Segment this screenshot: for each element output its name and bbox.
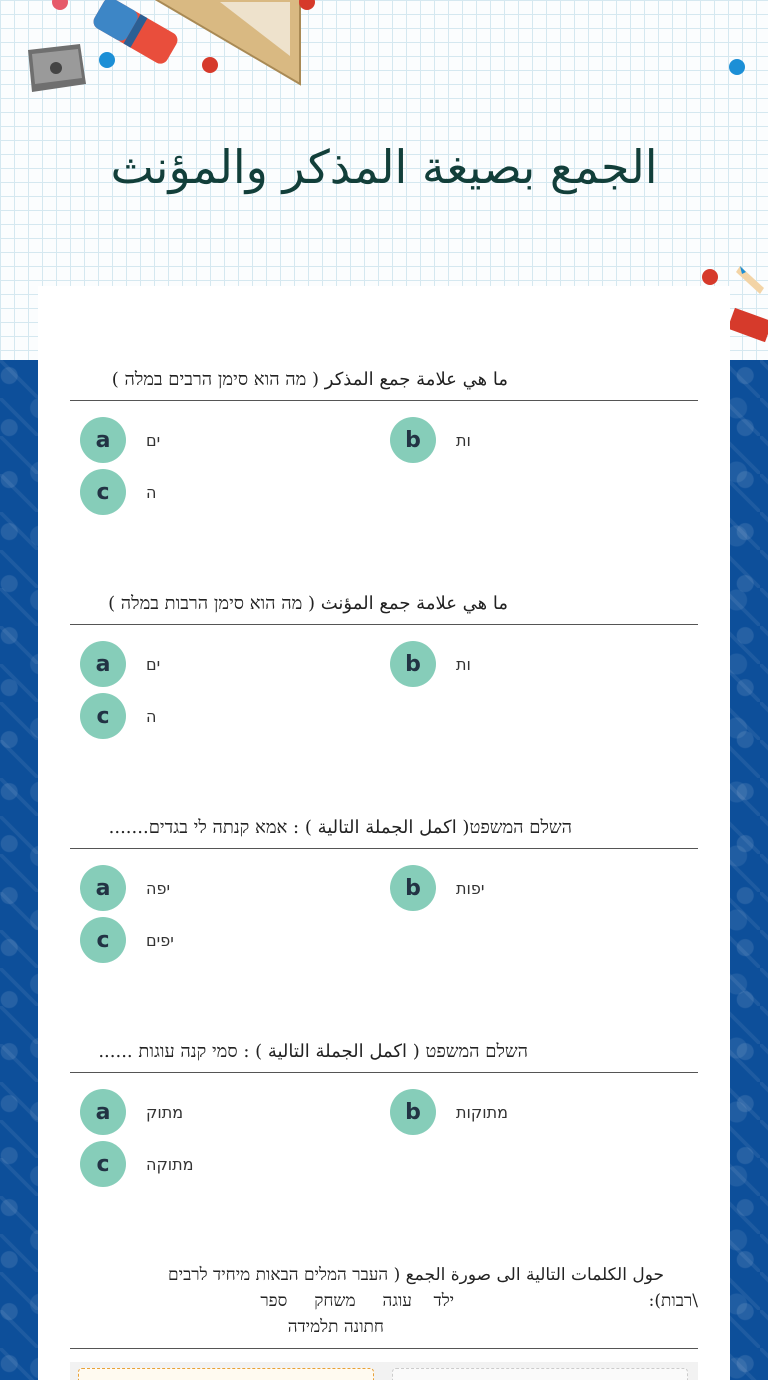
option-label: ה xyxy=(146,482,157,502)
question-text-line-1: حول الكلمات التالية الى صورة الجمع ( העבר המלים הבאות מיחיד לרבים xyxy=(168,1265,664,1285)
question-4 xyxy=(70,1038,698,1183)
decor-dot xyxy=(729,59,745,75)
question-text: השלם המשפט ( اكمل الجملة التالية ) : סמי קנה עוגות ...... xyxy=(70,1038,698,1073)
option-label: ות xyxy=(456,654,471,674)
page-title: الجمع بصيغة المذكر والمؤنث xyxy=(110,140,658,194)
decor-dot xyxy=(702,269,718,285)
decor-dot xyxy=(99,52,115,68)
option-letter-badge: a xyxy=(80,641,126,687)
option-c[interactable] xyxy=(80,469,156,515)
option-label: מתוק xyxy=(146,1102,184,1122)
option-a[interactable] xyxy=(80,417,160,463)
option-c[interactable] xyxy=(80,917,174,963)
decor-dot xyxy=(299,0,315,10)
option-letter-badge: a xyxy=(80,865,126,911)
option-label: ות xyxy=(456,430,471,450)
option-letter-badge: c xyxy=(80,693,126,739)
option-a[interactable] xyxy=(80,641,160,687)
question-text: ما هي علامة جمع المذكر ( מה הוא סימן הרבים במלה ) xyxy=(70,366,698,401)
question-text: השלם המשפט( اكمل الجملة التالية ) : אמא קנתה לי בגדים....... xyxy=(70,814,698,849)
options xyxy=(70,401,698,511)
option-letter-badge: a xyxy=(80,1089,126,1135)
option-c[interactable] xyxy=(80,693,156,739)
option-label: מתוקות xyxy=(456,1102,508,1122)
option-a[interactable] xyxy=(80,865,170,911)
option-letter-badge: b xyxy=(390,641,436,687)
option-letter-badge: c xyxy=(80,917,126,963)
option-letter-badge: b xyxy=(390,417,436,463)
decor-dot xyxy=(52,0,68,10)
question-text: ما هي علامة جمع المؤنث ( מה הוא סימן הרבות במלה ) xyxy=(70,590,698,625)
option-label: ים xyxy=(146,654,161,674)
pencil-sharpener-icon xyxy=(22,40,92,96)
option-a[interactable] xyxy=(80,1089,183,1135)
question-5 xyxy=(70,1262,698,1349)
question-2 xyxy=(70,590,698,735)
divider xyxy=(70,1348,698,1349)
option-label: מתוקה xyxy=(146,1154,194,1174)
options xyxy=(70,1073,698,1183)
options xyxy=(70,625,698,735)
pencil-icon xyxy=(730,262,768,352)
option-c[interactable] xyxy=(80,1141,194,1187)
question-text-line-2: \רבות): ילד עוגה משחק ספר xyxy=(260,1291,698,1311)
option-label: יפה xyxy=(146,878,171,898)
answer-input[interactable] xyxy=(392,1368,688,1380)
decor-dot xyxy=(202,57,218,73)
option-label: יפים xyxy=(146,930,174,950)
option-b[interactable] xyxy=(390,865,484,911)
triangle-ruler-icon xyxy=(150,0,305,88)
worksheet-card xyxy=(38,286,730,1380)
option-letter-badge: b xyxy=(390,1089,436,1135)
answer-area xyxy=(70,1362,698,1380)
option-b[interactable] xyxy=(390,1089,508,1135)
option-label: ים xyxy=(146,430,161,450)
question-3 xyxy=(70,814,698,959)
option-label: ה xyxy=(146,706,157,726)
question-1 xyxy=(70,366,698,511)
option-letter-badge: a xyxy=(80,417,126,463)
options xyxy=(70,849,698,959)
option-letter-badge: c xyxy=(80,469,126,515)
option-label: יפות xyxy=(456,878,485,898)
option-b[interactable] xyxy=(390,417,471,463)
answer-input[interactable] xyxy=(78,1368,374,1380)
option-b[interactable] xyxy=(390,641,471,687)
option-letter-badge: c xyxy=(80,1141,126,1187)
question-text-line-3: חתונה תלמידה xyxy=(287,1317,384,1337)
option-letter-badge: b xyxy=(390,865,436,911)
